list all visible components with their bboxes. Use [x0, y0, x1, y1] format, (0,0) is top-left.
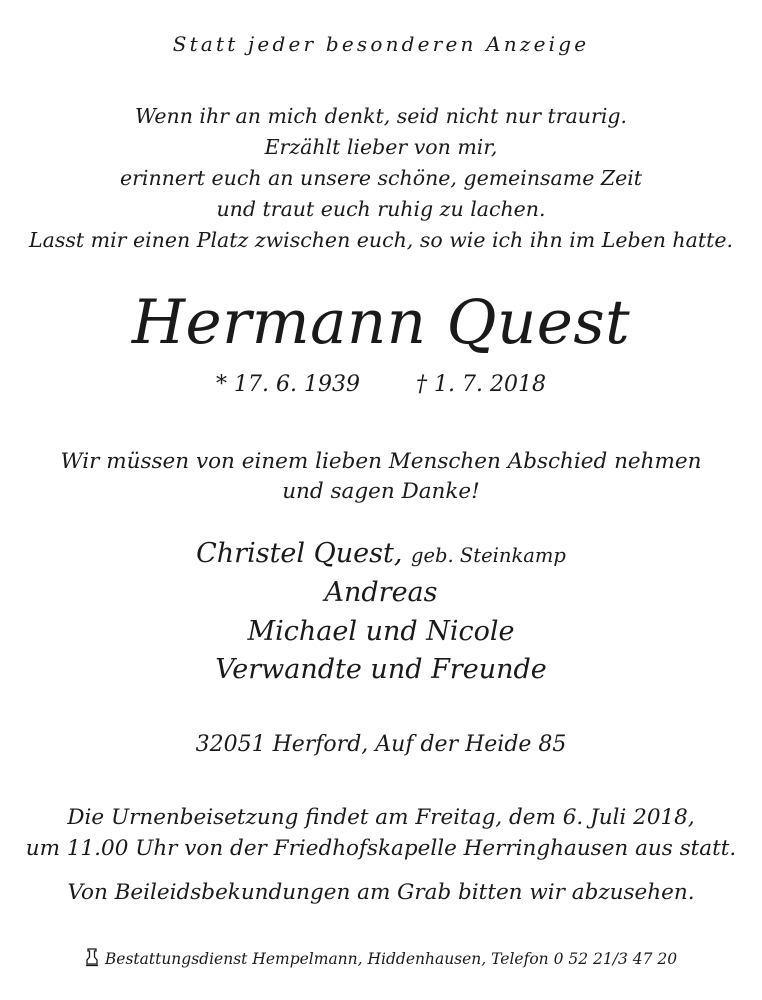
life-dates: [0, 374, 762, 396]
condolence-note: Von Beileidsbekundungen am Grab bitten wir abzusehen.: [67, 880, 695, 905]
poem-line: und traut euch ruhig zu lachen.: [216, 197, 546, 221]
mourner-name: Verwandte und Freunde: [215, 654, 547, 685]
funeral-info-line: Die Urnenbeisetzung findet am Freitag, dem 6. Juli 2018,: [67, 805, 695, 830]
poem-line: Lasst mir einen Platz zwischen euch, so wie ich ihn im Leben hatte.: [29, 228, 733, 252]
mourner-primary: [0, 540, 762, 567]
urn-icon: [85, 947, 99, 971]
birth-date: * 17. 6. 1939: [216, 372, 360, 397]
funeral-home-footer: [0, 947, 762, 971]
poem-line: Erzählt lieber von mir,: [264, 135, 498, 159]
maiden-name-note: geb. Steinkamp: [411, 544, 566, 567]
mourner-name: Christel Quest,: [196, 538, 403, 569]
family-address: 32051 Herford, Auf der Heide 85: [195, 732, 567, 757]
funeral-info-line: um 11.00 Uhr von der Friedhofskapelle Herringhausen aus statt.: [25, 836, 737, 861]
mourner-name: Andreas: [324, 577, 438, 608]
farewell-message-line: Wir müssen von einem lieben Menschen Abschied nehmen: [60, 449, 702, 474]
deceased-name: Hermann Quest: [131, 287, 631, 358]
mourner-name: Michael und Nicole: [247, 616, 515, 647]
farewell-message-line: und sagen Danke!: [282, 479, 480, 504]
death-date: † 1. 7. 2018: [416, 372, 546, 397]
funeral-home-text: Bestattungsdienst Hempelmann, Hiddenhausen, Telefon 0 52 21/3 47 20: [104, 950, 678, 968]
notice-header: Statt jeder besonderen Anzeige: [172, 32, 590, 56]
poem-line: Wenn ihr an mich denkt, seid nicht nur traurig.: [134, 104, 628, 128]
poem-line: erinnert euch an unsere schöne, gemeinsame Zeit: [119, 166, 643, 190]
